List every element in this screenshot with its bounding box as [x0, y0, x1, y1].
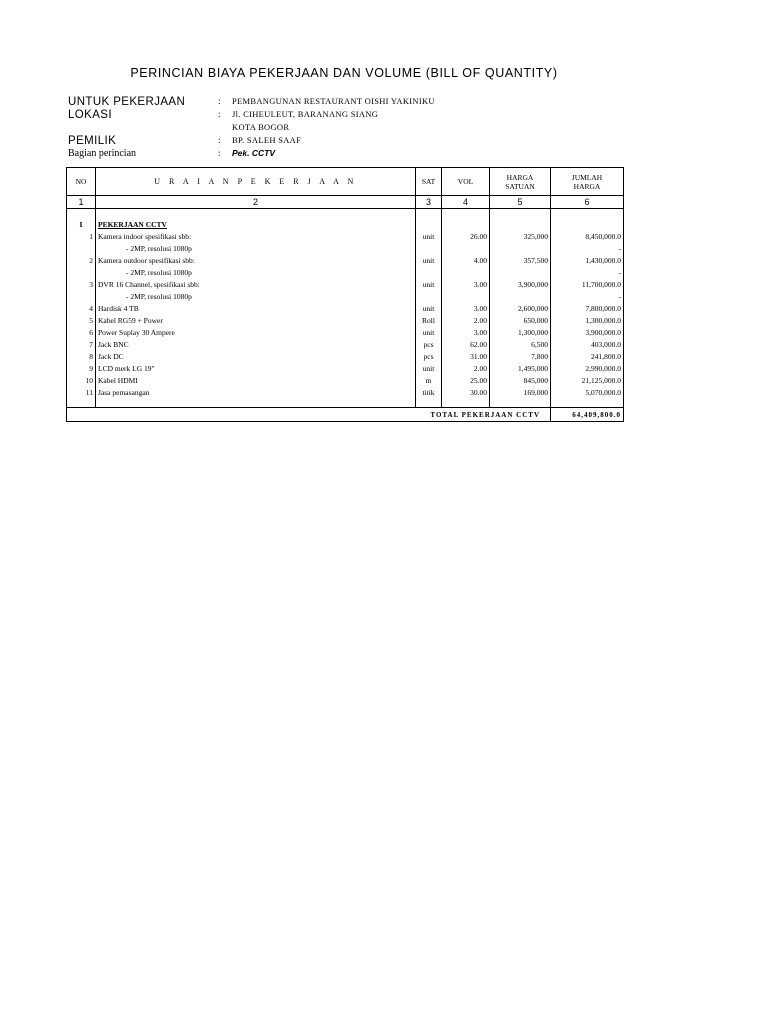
row-vol	[442, 291, 490, 303]
row-harga: 169,000	[490, 387, 551, 399]
section-row	[67, 219, 624, 231]
row-sat: unit	[416, 231, 442, 243]
total-row	[67, 408, 624, 422]
table-row	[67, 315, 624, 327]
row-desc: Kabel HDMI	[96, 375, 416, 387]
row-vol: 3.00	[442, 327, 490, 339]
row-desc: Power Suplay 30 Ampere	[96, 327, 416, 339]
row-desc: Jack DC	[96, 351, 416, 363]
row-sat	[416, 243, 442, 255]
row-no	[67, 291, 96, 303]
lokasi-value-2: KOTA BOGOR	[232, 122, 290, 132]
lokasi-label: LOKASI	[68, 109, 112, 121]
row-desc: DVR 16 Channel, spesifikasi sbb:	[96, 279, 416, 291]
row-vol: 4.00	[442, 255, 490, 267]
lokasi-value: Jl. CIHEULEUT, BARANANG SIANG	[232, 109, 379, 119]
header-harga-satuan	[490, 168, 551, 196]
table-row	[67, 243, 624, 255]
header-sat: SAT	[416, 168, 442, 196]
table-row	[67, 231, 624, 243]
row-desc: Hardisk 4 TB	[96, 303, 416, 315]
col-number: 5	[490, 196, 551, 209]
col-number: 2	[96, 196, 416, 209]
total-label: TOTAL PEKERJAAN CCTV	[67, 408, 551, 422]
table-row	[67, 303, 624, 315]
colon: :	[218, 135, 221, 145]
col-number: 6	[551, 196, 624, 209]
row-sat: pcs	[416, 351, 442, 363]
row-harga	[490, 291, 551, 303]
table-row	[67, 339, 624, 351]
row-harga: 1,300,000	[490, 327, 551, 339]
column-number-row	[67, 196, 624, 209]
row-jumlah: 8,450,000.0	[551, 231, 624, 243]
table-row	[67, 267, 624, 279]
row-vol: 25.00	[442, 375, 490, 387]
row-no	[67, 267, 96, 279]
boq-body	[67, 209, 624, 400]
header-jumlah-harga	[551, 168, 624, 196]
table-row	[67, 375, 624, 387]
row-vol: 31.00	[442, 351, 490, 363]
untuk-label: UNTUK PEKERJAAN	[68, 96, 186, 108]
row-no: 5	[67, 315, 96, 327]
row-desc: Jasa pemasangan	[96, 387, 416, 399]
row-sat	[416, 291, 442, 303]
header-uraian: U R A I A N P E K E R J A A N	[96, 168, 416, 196]
header-jumlah-line1: JUMLAH	[571, 172, 603, 182]
row-sat: titik	[416, 387, 442, 399]
row-no: 10	[67, 375, 96, 387]
row-desc: Kamera indoor spesifikasi sbb:	[96, 231, 416, 243]
spacer-row	[67, 209, 624, 220]
row-sat: unit	[416, 363, 442, 375]
row-harga: 2,600,000	[490, 303, 551, 315]
table-row	[67, 363, 624, 375]
header-row	[67, 168, 624, 196]
row-sat: Roll	[416, 315, 442, 327]
row-jumlah: 1,430,000.0	[551, 255, 624, 267]
row-desc: - 2MP, resolusi 1080p	[96, 291, 416, 303]
row-harga: 3,900,000	[490, 279, 551, 291]
row-sat	[416, 267, 442, 279]
row-desc: Kamera outdoor spesifikasi sbb:	[96, 255, 416, 267]
header-jumlah-line2: HARGA	[573, 181, 601, 191]
row-jumlah: -	[551, 243, 624, 255]
pemilik-label: PEMILIK	[68, 135, 117, 147]
row-harga: 845,000	[490, 375, 551, 387]
table-row	[67, 351, 624, 363]
row-vol	[442, 267, 490, 279]
row-no: 2	[67, 255, 96, 267]
row-sat: unit	[416, 279, 442, 291]
colon: :	[218, 109, 221, 119]
row-vol: 3.00	[442, 303, 490, 315]
row-no	[67, 243, 96, 255]
header-no: NO	[67, 168, 96, 196]
total-value: 64,409,800.0	[551, 408, 624, 422]
row-no: 4	[67, 303, 96, 315]
boq-table	[66, 167, 624, 422]
bagian-value: Pek. CCTV	[232, 148, 275, 158]
row-no: 8	[67, 351, 96, 363]
row-vol: 30.00	[442, 387, 490, 399]
row-jumlah: 3,900,000.0	[551, 327, 624, 339]
row-desc: - 2MP, resolusi 1080p	[96, 243, 416, 255]
row-sat: unit	[416, 255, 442, 267]
row-jumlah: 1,300,000.0	[551, 315, 624, 327]
page-title: PERINCIAN BIAYA PEKERJAAN DAN VOLUME (BILL OF QUANTITY)	[130, 66, 558, 80]
bagian-label: Bagian perincian	[68, 148, 137, 159]
row-harga: 6,500	[490, 339, 551, 351]
row-harga: 325,000	[490, 231, 551, 243]
row-harga	[490, 267, 551, 279]
row-no: 7	[67, 339, 96, 351]
table-row	[67, 279, 624, 291]
row-no: 3	[67, 279, 96, 291]
row-vol: 26.00	[442, 231, 490, 243]
colon: :	[218, 148, 221, 158]
pemilik-value: BP. SALEH SAAF	[232, 135, 302, 145]
row-no: 1	[67, 231, 96, 243]
row-vol: 2.00	[442, 315, 490, 327]
row-jumlah: 11,700,000.0	[551, 279, 624, 291]
col-number: 4	[442, 196, 490, 209]
row-jumlah: 403,000.0	[551, 339, 624, 351]
header-harga-line2: SATUAN	[505, 181, 535, 191]
row-harga: 650,000	[490, 315, 551, 327]
row-vol: 3.00	[442, 279, 490, 291]
row-vol: 2.00	[442, 363, 490, 375]
row-jumlah: 241,800.0	[551, 351, 624, 363]
row-desc: Kabel RG59 + Power	[96, 315, 416, 327]
untuk-value: PEMBANGUNAN RESTAURANT OISHI YAKINIKU	[232, 96, 435, 106]
section-name-cell	[96, 219, 416, 231]
col-number: 1	[67, 196, 96, 209]
row-jumlah: -	[551, 291, 624, 303]
row-no: 6	[67, 327, 96, 339]
row-sat: unit	[416, 303, 442, 315]
row-jumlah: 21,125,000.0	[551, 375, 624, 387]
row-harga: 357,500	[490, 255, 551, 267]
boq-footer	[67, 399, 624, 422]
row-no: 11	[67, 387, 96, 399]
row-jumlah: 2,990,000.0	[551, 363, 624, 375]
row-desc: LCD merk LG 19"	[96, 363, 416, 375]
row-desc: Jack BNC	[96, 339, 416, 351]
row-desc: - 2MP, resolusi 1080p	[96, 267, 416, 279]
row-sat: pcs	[416, 339, 442, 351]
row-jumlah: -	[551, 267, 624, 279]
header-vol: VOL	[442, 168, 490, 196]
section-name: PEKERJAAN CCTV	[98, 220, 167, 229]
row-vol: 62.00	[442, 339, 490, 351]
row-jumlah: 5,070,000.0	[551, 387, 624, 399]
row-sat: unit	[416, 327, 442, 339]
spacer-row	[67, 399, 624, 408]
row-harga	[490, 243, 551, 255]
header-harga-line1: HARGA	[506, 172, 534, 182]
row-vol	[442, 243, 490, 255]
row-harga: 1,495,000	[490, 363, 551, 375]
colon: :	[218, 96, 221, 106]
row-jumlah: 7,800,000.0	[551, 303, 624, 315]
table-row	[67, 327, 624, 339]
row-sat: m	[416, 375, 442, 387]
table-row	[67, 291, 624, 303]
row-harga: 7,800	[490, 351, 551, 363]
col-number: 3	[416, 196, 442, 209]
table-row	[67, 255, 624, 267]
section-no: I	[67, 219, 96, 231]
row-no: 9	[67, 363, 96, 375]
table-row	[67, 387, 624, 399]
